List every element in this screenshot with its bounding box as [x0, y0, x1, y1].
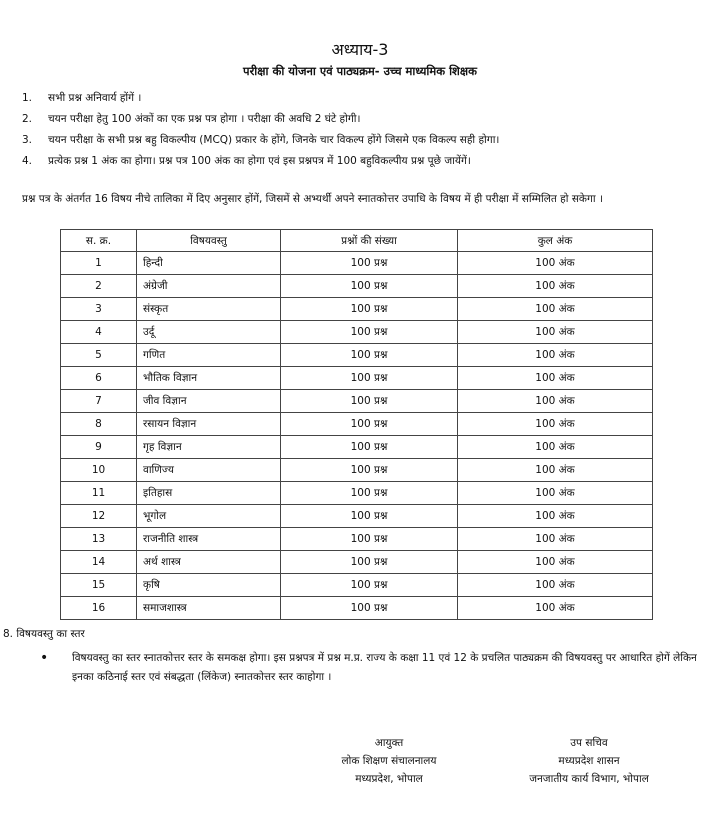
cell-serial: 11	[61, 482, 137, 505]
cell-serial: 12	[61, 505, 137, 528]
cell-questions: 100 प्रश्न	[281, 252, 458, 275]
cell-serial: 13	[61, 528, 137, 551]
bullet-text: विषयवस्तु का स्तर स्नातकोत्तर स्तर के समकक्ष होगा। इस प्रश्नपत्र में प्रश्न म.प्र. राज्य के कक्षा 11 एवं 12 के प्रचलित पाठ्यक्रम की विषयवस्तु पर आधारित होगें लेकिन इनका कठिनाई स्तर एवं संबद्धता (लिंकेज) स्नातकोत्तर स्तर काहोगा ।	[72, 652, 697, 683]
signature-title: उप सचिव	[570, 737, 608, 749]
table-row	[61, 298, 653, 321]
header-marks: कुल अंक	[458, 230, 653, 252]
cell-marks: 100 अंक	[458, 344, 653, 367]
table-header-row	[61, 230, 653, 252]
cell-questions: 100 प्रश्न	[281, 367, 458, 390]
table-row	[61, 482, 653, 505]
signature-title: आयुक्त	[374, 737, 404, 749]
cell-questions: 100 प्रश्न	[281, 390, 458, 413]
cell-serial: 5	[61, 344, 137, 367]
rule-item	[22, 130, 712, 151]
cell-subject: गणित	[137, 344, 281, 367]
table-row	[61, 505, 653, 528]
chapter-title: अध्याय-3	[331, 40, 389, 59]
cell-serial: 4	[61, 321, 137, 344]
cell-subject: कृषि	[137, 574, 281, 597]
cell-marks: 100 अंक	[458, 459, 653, 482]
cell-marks: 100 अंक	[458, 298, 653, 321]
cell-questions: 100 प्रश्न	[281, 574, 458, 597]
header-serial: स. क्र.	[61, 230, 137, 252]
table-row	[61, 459, 653, 482]
cell-subject: संस्कृत	[137, 298, 281, 321]
rule-item	[22, 88, 712, 109]
signature-deputy-secretary	[506, 734, 672, 788]
cell-marks: 100 अंक	[458, 252, 653, 275]
rule-text: प्रत्येक प्रश्न 1 अंक का होगा। प्रश्न पत्र 100 अंक का होगा एवं इस प्रश्नपत्र में 100 बहुविकल्पीय प्रश्न पूछे जायेंगें।	[48, 155, 471, 167]
cell-questions: 100 प्रश्न	[281, 413, 458, 436]
cell-subject: भूगोल	[137, 505, 281, 528]
bullet-icon: •	[40, 650, 49, 666]
signature-commissioner	[308, 734, 470, 788]
cell-subject: वाणिज्य	[137, 459, 281, 482]
cell-marks: 100 अंक	[458, 597, 653, 620]
cell-questions: 100 प्रश्न	[281, 597, 458, 620]
cell-subject: भौतिक विज्ञान	[137, 367, 281, 390]
cell-serial: 10	[61, 459, 137, 482]
cell-marks: 100 अंक	[458, 505, 653, 528]
rule-number: 3.	[22, 134, 33, 146]
cell-serial: 3	[61, 298, 137, 321]
cell-serial: 8	[61, 413, 137, 436]
cell-serial: 14	[61, 551, 137, 574]
cell-marks: 100 अंक	[458, 482, 653, 505]
cell-questions: 100 प्रश्न	[281, 459, 458, 482]
table-row	[61, 367, 653, 390]
cell-serial: 6	[61, 367, 137, 390]
cell-subject: अंग्रेजी	[137, 275, 281, 298]
rule-text: सभी प्रश्न अनिवार्य होंगें ।	[48, 92, 142, 104]
cell-serial: 7	[61, 390, 137, 413]
cell-serial: 16	[61, 597, 137, 620]
cell-marks: 100 अंक	[458, 390, 653, 413]
table-row	[61, 528, 653, 551]
cell-questions: 100 प्रश्न	[281, 528, 458, 551]
rule-item	[22, 151, 712, 172]
table-row	[61, 436, 653, 459]
rule-number: 1.	[22, 92, 33, 104]
cell-subject: रसायन विज्ञान	[137, 413, 281, 436]
signature-line1: मध्यप्रदेश शासन	[558, 755, 620, 767]
cell-questions: 100 प्रश्न	[281, 482, 458, 505]
section-8-heading: 8. विषयवस्तु का स्तर	[3, 628, 85, 640]
cell-marks: 100 अंक	[458, 275, 653, 298]
cell-questions: 100 प्रश्न	[281, 344, 458, 367]
rule-item	[22, 109, 712, 130]
cell-serial: 1	[61, 252, 137, 275]
cell-questions: 100 प्रश्न	[281, 298, 458, 321]
cell-subject: समाजशास्त्र	[137, 597, 281, 620]
cell-marks: 100 अंक	[458, 528, 653, 551]
cell-questions: 100 प्रश्न	[281, 321, 458, 344]
signature-line2: जनजातीय कार्य विभाग, भोपाल	[529, 773, 649, 785]
signature-line2: मध्यप्रदेश, भोपाल	[355, 773, 423, 785]
subjects-table	[60, 229, 653, 620]
cell-marks: 100 अंक	[458, 321, 653, 344]
cell-subject: इतिहास	[137, 482, 281, 505]
rule-number: 2.	[22, 113, 33, 125]
table-row	[61, 390, 653, 413]
cell-marks: 100 अंक	[458, 551, 653, 574]
table-body	[61, 252, 653, 620]
rule-text: चयन परीक्षा हेतु 100 अंकों का एक प्रश्न पत्र होगा । परीक्षा की अवधि 2 घंटे होगी।	[48, 113, 361, 125]
section-8-bullet	[40, 649, 700, 687]
intro-paragraph: प्रश्न पत्र के अंतर्गत 16 विषय नीचे तालिका में दिए अनुसार होंगें, जिसमें से अभ्यर्थी अपने स्नातकोत्तर उपाधि के विषय में ही परीक्षा में सम्मिलित हो सकेगा ।	[22, 193, 603, 205]
cell-questions: 100 प्रश्न	[281, 505, 458, 528]
cell-marks: 100 अंक	[458, 413, 653, 436]
cell-serial: 15	[61, 574, 137, 597]
rules-list	[22, 88, 712, 172]
rule-number: 4.	[22, 155, 33, 167]
cell-questions: 100 प्रश्न	[281, 275, 458, 298]
table-row	[61, 275, 653, 298]
rule-text: चयन परीक्षा के सभी प्रश्न बहु विकल्पीय (MCQ) प्रकार के होंगे, जिनके चार विकल्प होंगे जिसमे एक विकल्प सही होगा।	[48, 134, 500, 146]
page-subtitle: परीक्षा की योजना एवं पाठ्यक्रम- उच्च माध्यमिक शिक्षक	[243, 64, 477, 78]
cell-marks: 100 अंक	[458, 436, 653, 459]
table-row	[61, 413, 653, 436]
cell-marks: 100 अंक	[458, 367, 653, 390]
cell-subject: जीव विज्ञान	[137, 390, 281, 413]
header-subject: विषयवस्तु	[137, 230, 281, 252]
cell-subject: उर्दू	[137, 321, 281, 344]
cell-marks: 100 अंक	[458, 574, 653, 597]
cell-subject: राजनीति शास्त्र	[137, 528, 281, 551]
header-questions: प्रश्नों की संख्या	[281, 230, 458, 252]
cell-serial: 9	[61, 436, 137, 459]
cell-subject: गृह विज्ञान	[137, 436, 281, 459]
cell-questions: 100 प्रश्न	[281, 436, 458, 459]
table-row	[61, 597, 653, 620]
table-row	[61, 344, 653, 367]
cell-subject: अर्थ शास्त्र	[137, 551, 281, 574]
signature-line1: लोक शिक्षण संचालनालय	[341, 755, 437, 767]
cell-subject: हिन्दी	[137, 252, 281, 275]
table-row	[61, 252, 653, 275]
table-row	[61, 574, 653, 597]
cell-serial: 2	[61, 275, 137, 298]
table-row	[61, 551, 653, 574]
table-row	[61, 321, 653, 344]
cell-questions: 100 प्रश्न	[281, 551, 458, 574]
